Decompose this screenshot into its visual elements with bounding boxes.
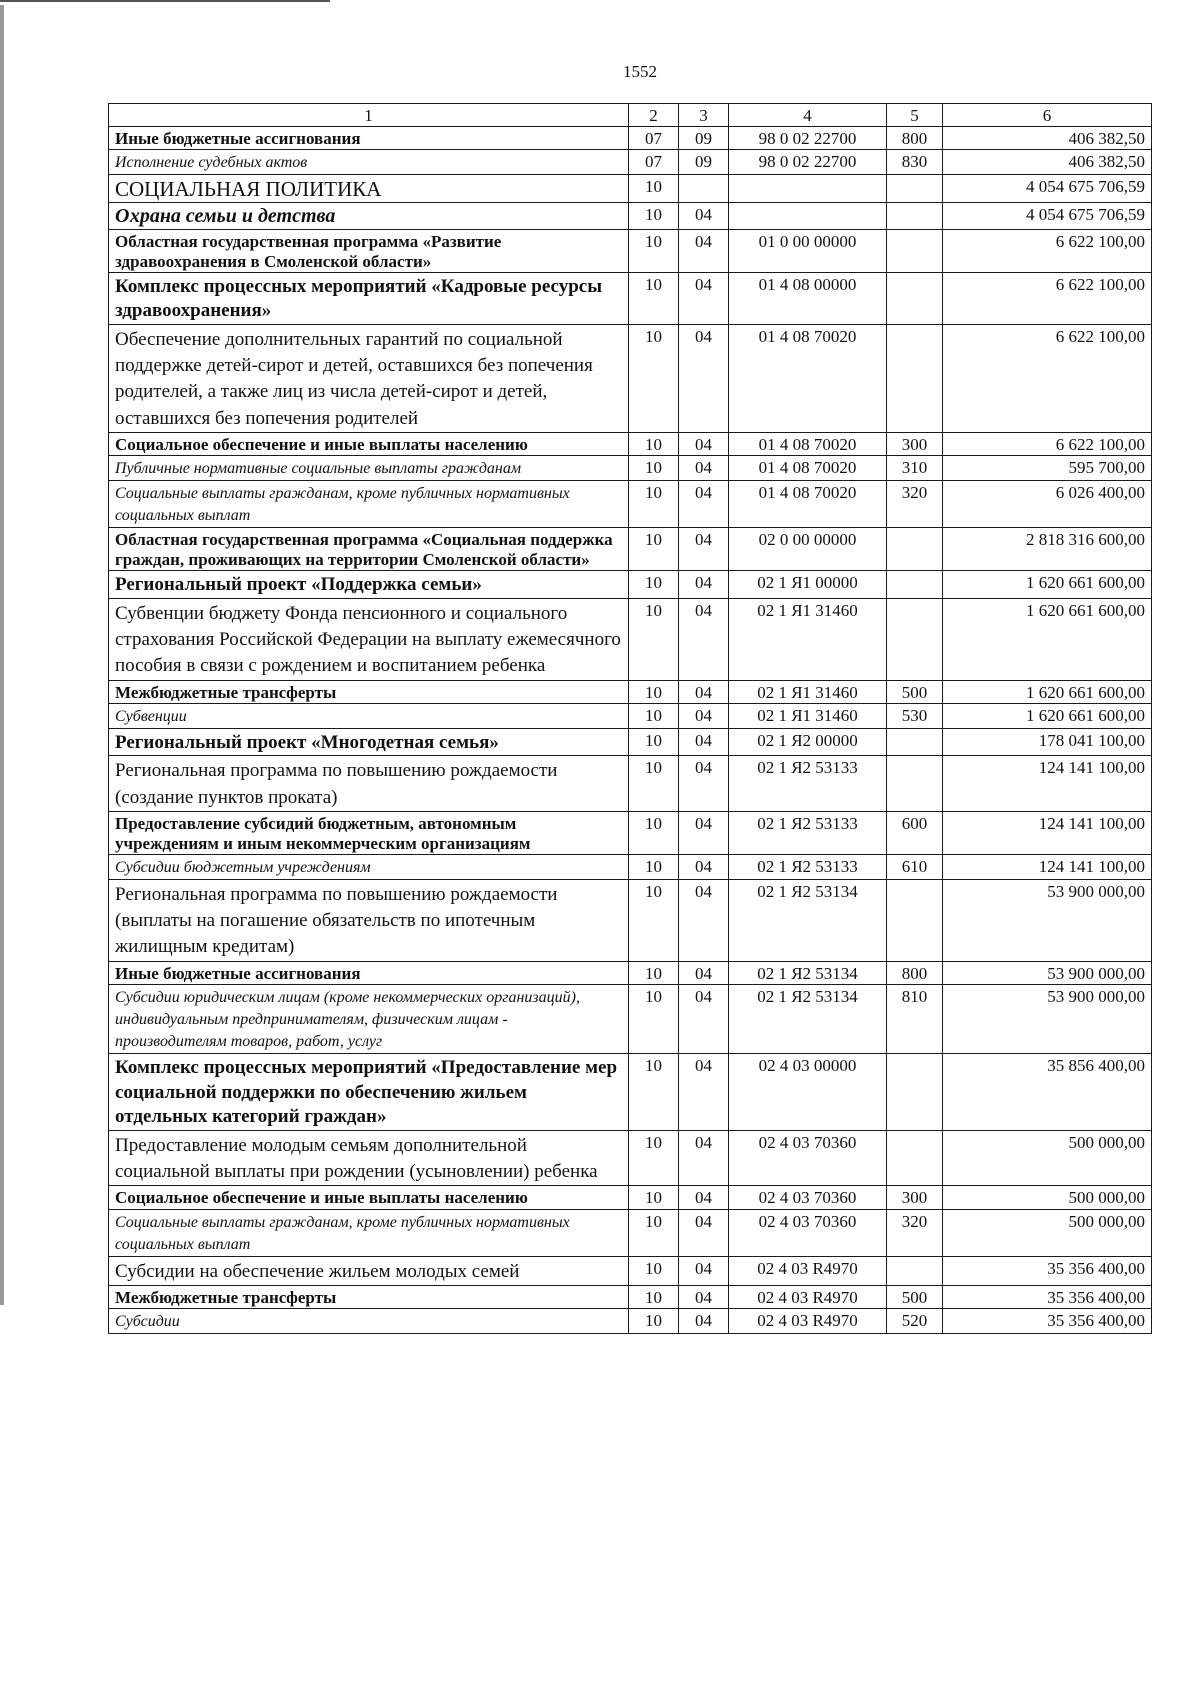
row-subsection-cell: 04 [679,272,729,324]
header-col-1: 1 [109,104,629,127]
row-expense-type-cell: 500 [887,680,943,703]
row-amount-cell: 53 900 000,00 [943,880,1152,962]
row-expense-type-cell: 610 [887,854,943,879]
row-target-code-cell: 98 0 02 22700 [729,150,887,175]
row-name-cell: Предоставление молодым семьям дополнительной социальной выплаты при рождении (усыновлении) ребенка [109,1131,629,1186]
row-expense-type-cell: 310 [887,455,943,480]
row-target-code-cell: 02 4 03 R4970 [729,1308,887,1333]
row-section-cell: 10 [629,175,679,203]
table-row [109,811,1152,854]
row-amount-cell: 406 382,50 [943,127,1152,150]
row-name-cell: Субсидии бюджетным учреждениям [109,854,629,879]
row-subsection-cell: 04 [679,680,729,703]
row-name-cell: Областная государственная программа «Развитие здравоохранения в Смоленской области» [109,229,629,272]
header-col-6: 6 [943,104,1152,127]
row-subsection-cell: 04 [679,1256,729,1285]
row-amount-cell: 35 856 400,00 [943,1053,1152,1130]
row-section-cell: 10 [629,961,679,984]
row-name-cell: Субвенции бюджету Фонда пенсионного и социального страхования Российской Федерации на выплату ежемесячного пособия в связи с рождением и воспитанием ребенка [109,598,629,680]
row-amount-cell: 406 382,50 [943,150,1152,175]
row-expense-type-cell [887,1053,943,1130]
table-row [109,272,1152,324]
row-section-cell: 10 [629,272,679,324]
row-subsection-cell: 04 [679,961,729,984]
table-row [109,528,1152,571]
row-section-cell: 10 [629,455,679,480]
row-target-code-cell: 02 0 00 00000 [729,528,887,571]
row-target-code-cell: 02 1 Я1 31460 [729,680,887,703]
row-target-code-cell: 02 4 03 R4970 [729,1285,887,1308]
row-target-code-cell: 02 1 Я2 53133 [729,811,887,854]
row-name-cell: Социальные выплаты гражданам, кроме публичных нормативных социальных выплат [109,1209,629,1256]
table-row [109,229,1152,272]
row-section-cell: 10 [629,229,679,272]
row-target-code-cell: 02 4 03 70360 [729,1209,887,1256]
row-target-code-cell: 01 4 08 70020 [729,481,887,528]
table-row [109,481,1152,528]
row-amount-cell: 6 026 400,00 [943,481,1152,528]
row-subsection-cell: 04 [679,455,729,480]
row-expense-type-cell [887,728,943,756]
header-col-3: 3 [679,104,729,127]
row-expense-type-cell: 600 [887,811,943,854]
row-name-cell: Комплекс процессных мероприятий «Предоставление мер социальной поддержки по обеспечению жильем отдельных категорий граждан» [109,1053,629,1130]
header-col-5: 5 [887,104,943,127]
row-target-code-cell: 02 1 Я1 31460 [729,703,887,728]
row-target-code-cell: 02 4 03 70360 [729,1186,887,1209]
row-subsection-cell: 04 [679,528,729,571]
row-section-cell: 10 [629,528,679,571]
table-row [109,728,1152,756]
row-amount-cell: 6 622 100,00 [943,325,1152,433]
row-target-code-cell: 98 0 02 22700 [729,127,887,150]
row-section-cell: 10 [629,756,679,811]
row-name-cell: Межбюджетные трансферты [109,1285,629,1308]
row-amount-cell: 178 041 100,00 [943,728,1152,756]
row-target-code-cell: 02 1 Я2 53134 [729,984,887,1053]
row-section-cell: 10 [629,1285,679,1308]
row-name-cell: Региональный проект «Многодетная семья» [109,728,629,756]
row-amount-cell: 6 622 100,00 [943,229,1152,272]
table-row [109,756,1152,811]
row-section-cell: 10 [629,1053,679,1130]
row-subsection-cell: 04 [679,229,729,272]
row-subsection-cell: 09 [679,150,729,175]
table-row [109,854,1152,879]
table-row [109,127,1152,150]
row-expense-type-cell [887,756,943,811]
row-name-cell: Социальное обеспечение и иные выплаты населению [109,432,629,455]
row-name-cell: Иные бюджетные ассигнования [109,127,629,150]
row-amount-cell: 1 620 661 600,00 [943,680,1152,703]
row-section-cell: 07 [629,127,679,150]
table-row [109,455,1152,480]
row-target-code-cell [729,175,887,203]
row-name-cell: Охрана семьи и детства [109,202,629,229]
row-name-cell: Социальное обеспечение и иные выплаты населению [109,1186,629,1209]
row-target-code-cell: 02 1 Я2 53134 [729,961,887,984]
row-amount-cell: 35 356 400,00 [943,1285,1152,1308]
row-amount-cell: 35 356 400,00 [943,1308,1152,1333]
row-section-cell: 10 [629,598,679,680]
row-expense-type-cell [887,1131,943,1186]
row-name-cell: Региональная программа по повышению рождаемости (создание пунктов проката) [109,756,629,811]
row-name-cell: Межбюджетные трансферты [109,680,629,703]
row-target-code-cell: 01 4 08 70020 [729,325,887,433]
row-expense-type-cell [887,175,943,203]
row-amount-cell: 53 900 000,00 [943,984,1152,1053]
table-row [109,1209,1152,1256]
row-expense-type-cell: 320 [887,481,943,528]
row-section-cell: 10 [629,1131,679,1186]
row-section-cell: 10 [629,202,679,229]
row-expense-type-cell: 530 [887,703,943,728]
page-number: 1552 [623,62,657,81]
row-subsection-cell: 04 [679,1186,729,1209]
row-subsection-cell: 04 [679,1053,729,1130]
table-row [109,680,1152,703]
table-row [109,325,1152,433]
row-subsection-cell: 04 [679,811,729,854]
row-target-code-cell: 02 1 Я2 00000 [729,728,887,756]
row-section-cell: 10 [629,1308,679,1333]
row-expense-type-cell [887,528,943,571]
row-amount-cell: 500 000,00 [943,1131,1152,1186]
row-amount-cell: 500 000,00 [943,1209,1152,1256]
row-name-cell: Региональный проект «Поддержка семьи» [109,571,629,599]
table-row [109,703,1152,728]
row-section-cell: 10 [629,854,679,879]
row-amount-cell: 4 054 675 706,59 [943,202,1152,229]
table-row [109,1131,1152,1186]
row-section-cell: 10 [629,1256,679,1285]
row-expense-type-cell: 300 [887,432,943,455]
row-section-cell: 10 [629,680,679,703]
row-name-cell: Публичные нормативные социальные выплаты гражданам [109,455,629,480]
row-section-cell: 10 [629,432,679,455]
header-col-4: 4 [729,104,887,127]
table-row [109,175,1152,203]
row-expense-type-cell: 300 [887,1186,943,1209]
row-amount-cell: 35 356 400,00 [943,1256,1152,1285]
row-section-cell: 10 [629,1186,679,1209]
row-name-cell: СОЦИАЛЬНАЯ ПОЛИТИКА [109,175,629,203]
row-name-cell: Иные бюджетные ассигнования [109,961,629,984]
row-section-cell: 10 [629,481,679,528]
row-expense-type-cell: 500 [887,1285,943,1308]
row-amount-cell: 124 141 100,00 [943,811,1152,854]
row-name-cell: Региональная программа по повышению рождаемости (выплаты на погашение обязательств по ипотечным жилищным кредитам) [109,880,629,962]
row-amount-cell: 1 620 661 600,00 [943,598,1152,680]
row-name-cell: Исполнение судебных актов [109,150,629,175]
row-target-code-cell: 02 4 03 70360 [729,1131,887,1186]
row-expense-type-cell [887,1256,943,1285]
row-target-code-cell: 02 1 Я1 31460 [729,598,887,680]
row-section-cell: 10 [629,811,679,854]
row-target-code-cell: 01 4 08 70020 [729,432,887,455]
row-target-code-cell: 01 0 00 00000 [729,229,887,272]
row-subsection-cell: 04 [679,598,729,680]
table-row [109,1256,1152,1285]
row-target-code-cell: 02 1 Я1 00000 [729,571,887,599]
row-subsection-cell: 04 [679,880,729,962]
table-header-row [109,104,1152,127]
row-amount-cell: 124 141 100,00 [943,756,1152,811]
row-section-cell: 10 [629,984,679,1053]
row-subsection-cell: 04 [679,756,729,811]
row-subsection-cell: 04 [679,571,729,599]
row-target-code-cell: 01 4 08 70020 [729,455,887,480]
row-subsection-cell: 04 [679,481,729,528]
row-name-cell: Субсидии [109,1308,629,1333]
row-expense-type-cell [887,880,943,962]
row-amount-cell: 6 622 100,00 [943,432,1152,455]
table-row [109,880,1152,962]
row-target-code-cell: 01 4 08 00000 [729,272,887,324]
row-subsection-cell: 04 [679,202,729,229]
row-subsection-cell: 04 [679,325,729,433]
row-name-cell: Субсидии юридическим лицам (кроме некоммерческих организаций), индивидуальным предпринимателям, физическим лицам - производителям товаров, работ, услуг [109,984,629,1053]
row-expense-type-cell: 810 [887,984,943,1053]
row-amount-cell: 1 620 661 600,00 [943,703,1152,728]
row-section-cell: 10 [629,880,679,962]
row-name-cell: Комплекс процессных мероприятий «Кадровые ресурсы здравоохранения» [109,272,629,324]
scan-edge-mark [0,0,330,2]
row-target-code-cell: 02 4 03 00000 [729,1053,887,1130]
row-amount-cell: 4 054 675 706,59 [943,175,1152,203]
row-section-cell: 10 [629,703,679,728]
row-expense-type-cell: 320 [887,1209,943,1256]
row-name-cell: Обеспечение дополнительных гарантий по социальной поддержке детей-сирот и детей, оставшихся без попечения родителей, а также лиц из числа детей-сирот и детей, оставшихся без попечения родителей [109,325,629,433]
table-row [109,571,1152,599]
row-subsection-cell: 04 [679,1308,729,1333]
row-section-cell: 07 [629,150,679,175]
row-amount-cell: 595 700,00 [943,455,1152,480]
row-target-code-cell: 02 1 Я2 53133 [729,854,887,879]
row-section-cell: 10 [629,1209,679,1256]
budget-table [108,103,1152,1334]
row-expense-type-cell: 800 [887,127,943,150]
table-row [109,1186,1152,1209]
row-target-code-cell: 02 4 03 R4970 [729,1256,887,1285]
row-subsection-cell: 04 [679,432,729,455]
table-row [109,432,1152,455]
row-expense-type-cell [887,598,943,680]
row-subsection-cell: 04 [679,1131,729,1186]
table-row [109,1285,1152,1308]
table-row [109,1308,1152,1333]
row-name-cell: Предоставление субсидий бюджетным, автономным учреждениям и иным некоммерческим организациям [109,811,629,854]
row-name-cell: Областная государственная программа «Социальная поддержка граждан, проживающих на территории Смоленской области» [109,528,629,571]
row-section-cell: 10 [629,728,679,756]
table-row [109,202,1152,229]
row-subsection-cell [679,175,729,203]
row-section-cell: 10 [629,571,679,599]
row-amount-cell: 6 622 100,00 [943,272,1152,324]
row-subsection-cell: 04 [679,984,729,1053]
row-subsection-cell: 04 [679,1285,729,1308]
header-col-2: 2 [629,104,679,127]
table-row [109,1053,1152,1130]
row-target-code-cell [729,202,887,229]
row-amount-cell: 2 818 316 600,00 [943,528,1152,571]
row-subsection-cell: 04 [679,1209,729,1256]
row-expense-type-cell: 800 [887,961,943,984]
row-name-cell: Субвенции [109,703,629,728]
table-row [109,150,1152,175]
row-amount-cell: 53 900 000,00 [943,961,1152,984]
row-expense-type-cell [887,229,943,272]
row-target-code-cell: 02 1 Я2 53134 [729,880,887,962]
row-name-cell: Субсидии на обеспечение жильем молодых семей [109,1256,629,1285]
row-name-cell: Социальные выплаты гражданам, кроме публичных нормативных социальных выплат [109,481,629,528]
table-row [109,961,1152,984]
row-amount-cell: 124 141 100,00 [943,854,1152,879]
row-subsection-cell: 09 [679,127,729,150]
row-subsection-cell: 04 [679,703,729,728]
row-expense-type-cell [887,272,943,324]
row-expense-type-cell: 830 [887,150,943,175]
row-expense-type-cell [887,571,943,599]
row-subsection-cell: 04 [679,854,729,879]
row-subsection-cell: 04 [679,728,729,756]
row-amount-cell: 500 000,00 [943,1186,1152,1209]
table-body [109,127,1152,1334]
row-expense-type-cell [887,325,943,433]
row-expense-type-cell [887,202,943,229]
scan-edge-mark [0,5,4,1305]
row-target-code-cell: 02 1 Я2 53133 [729,756,887,811]
row-amount-cell: 1 620 661 600,00 [943,571,1152,599]
table-row [109,984,1152,1053]
row-section-cell: 10 [629,325,679,433]
table-row [109,598,1152,680]
row-expense-type-cell: 520 [887,1308,943,1333]
